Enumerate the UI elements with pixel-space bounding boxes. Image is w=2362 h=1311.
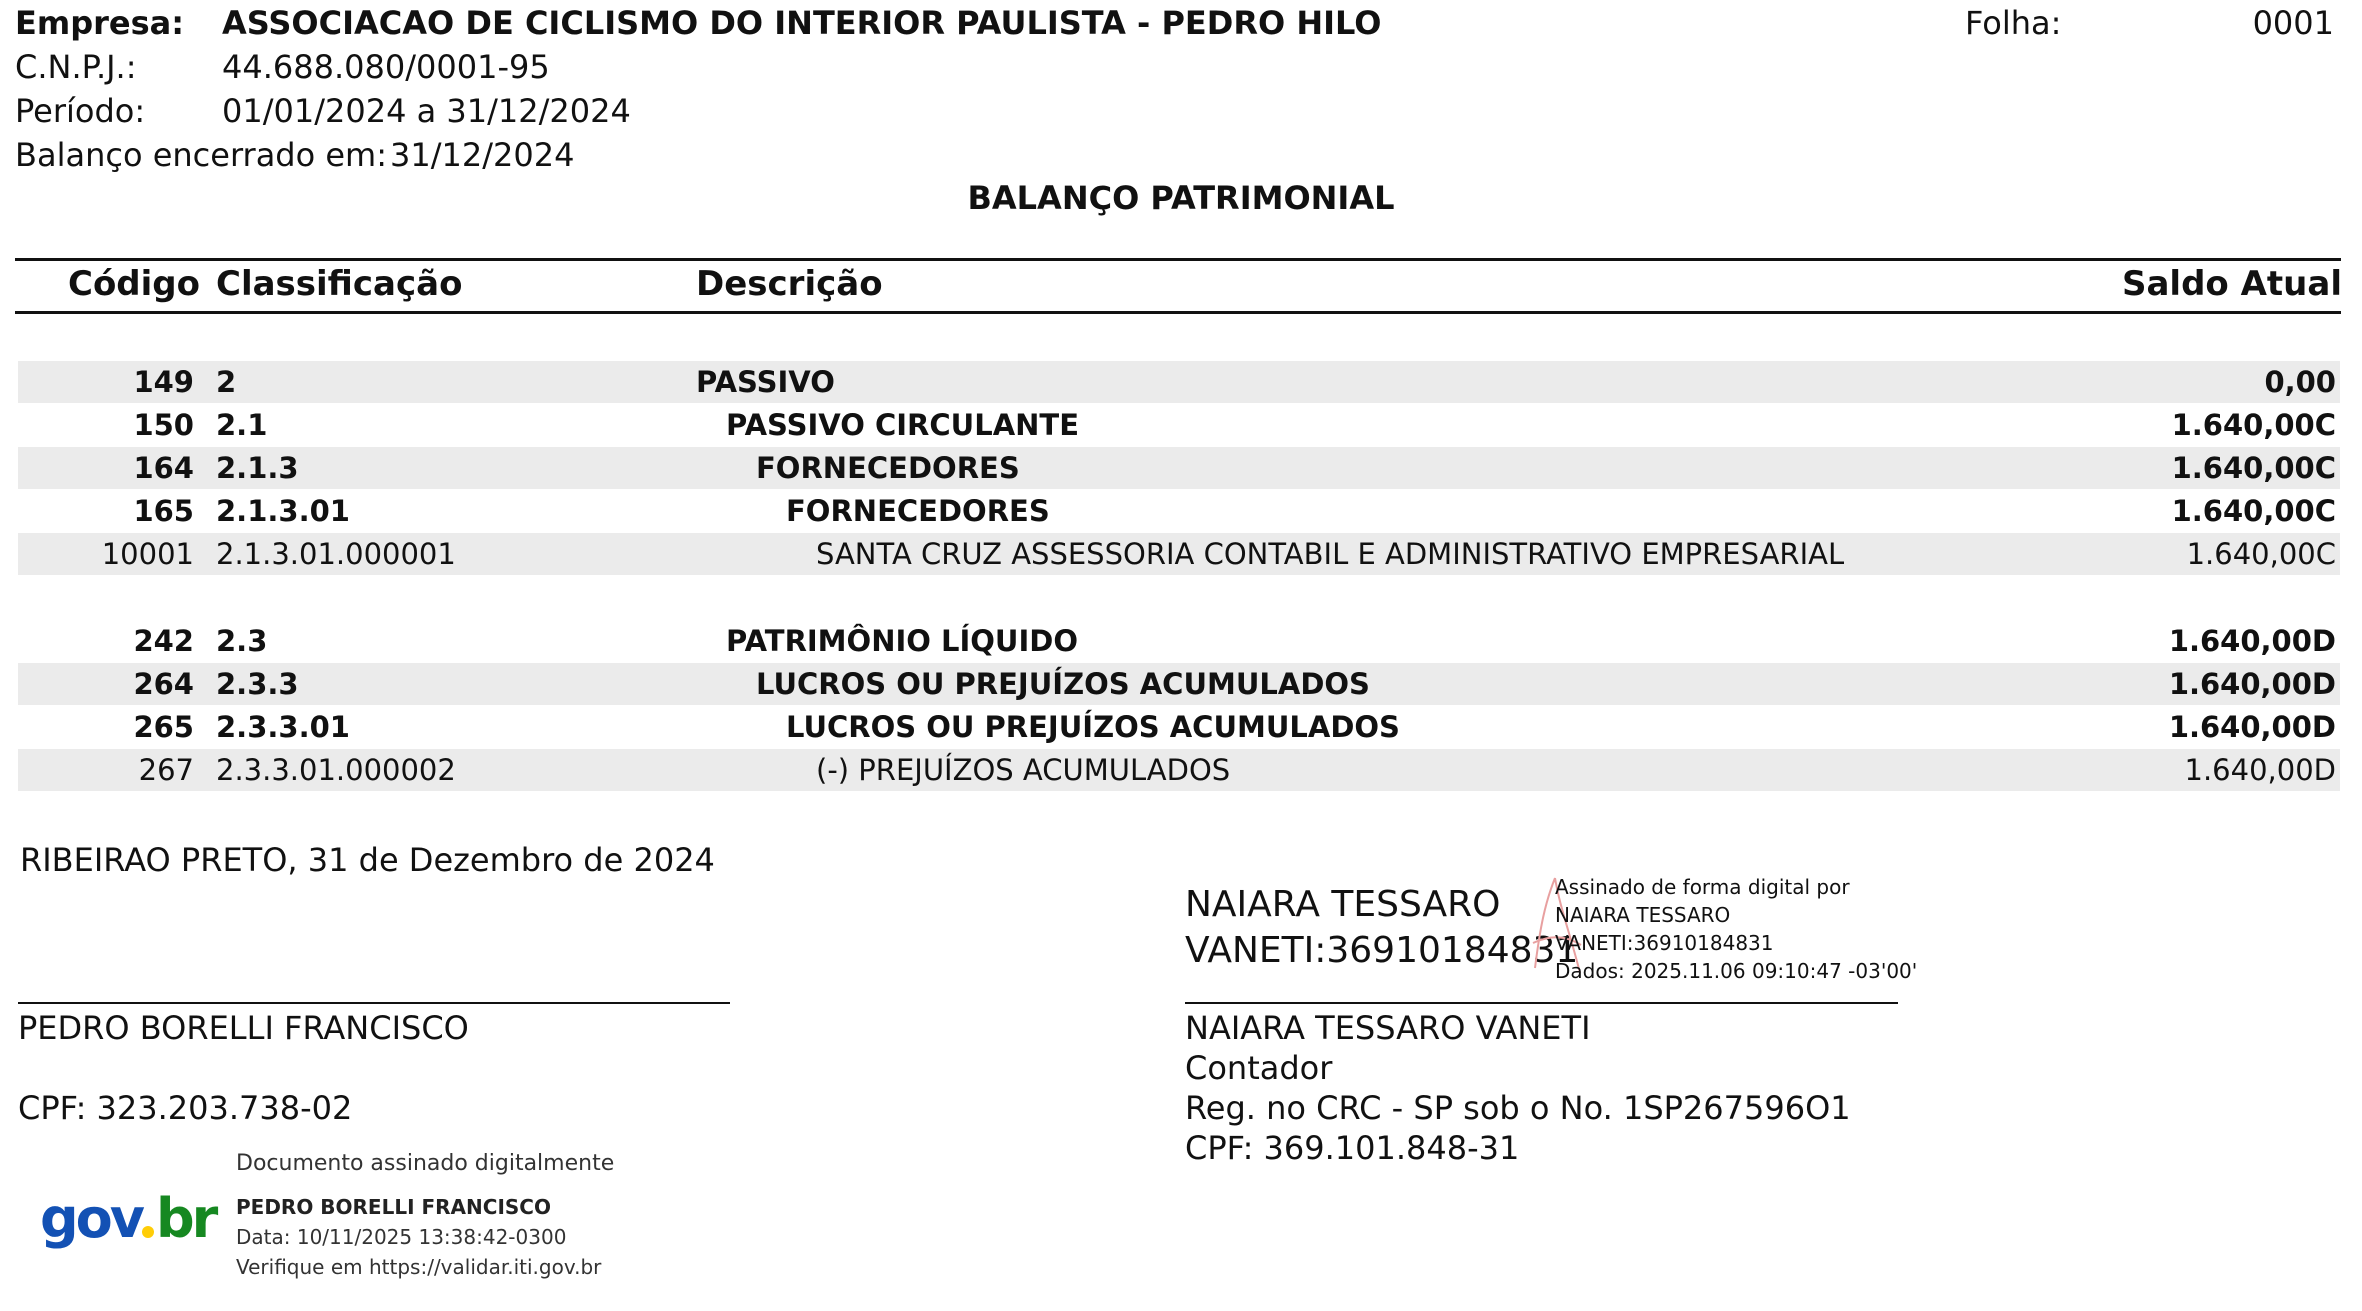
digital-signature-name-2: VANETI:36910184831 xyxy=(1185,930,1579,971)
cell-descricao: FORNECEDORES xyxy=(786,494,1050,528)
table-header-rule xyxy=(15,311,2341,314)
govbr-signer-name: PEDRO BORELLI FRANCISCO xyxy=(236,1195,551,1219)
left-signer-cpf: CPF: 323.203.738-02 xyxy=(18,1089,353,1127)
table-row xyxy=(18,749,2340,791)
left-signature-line xyxy=(18,1002,730,1004)
table-row xyxy=(18,533,2340,575)
cell-saldo: 1.640,00C xyxy=(2171,451,2336,485)
folha-value: 0001 xyxy=(2252,4,2334,42)
table-row xyxy=(18,663,2340,705)
cell-codigo: 149 xyxy=(133,365,194,399)
cell-descricao: SANTA CRUZ ASSESSORIA CONTABIL E ADMINISTRATIVO EMPRESARIAL xyxy=(816,537,1845,571)
table-row xyxy=(18,620,2340,662)
cell-classificacao: 2 xyxy=(216,365,237,399)
right-signature-line xyxy=(1185,1002,1898,1004)
cell-classificacao: 2.3.3.01 xyxy=(216,710,350,744)
cell-classificacao: 2.3 xyxy=(216,624,268,658)
digital-signature-info-2: NAIARA TESSARO xyxy=(1555,903,1731,927)
right-signer-name: NAIARA TESSARO VANETI xyxy=(1185,1009,1591,1047)
cnpj-value: 44.688.080/0001-95 xyxy=(222,48,550,86)
cell-codigo: 265 xyxy=(133,710,194,744)
cell-descricao: PASSIVO xyxy=(696,365,835,399)
cell-codigo: 165 xyxy=(133,494,194,528)
govbr-heading: Documento assinado digitalmente xyxy=(236,1151,615,1176)
empresa-label: Empresa: xyxy=(15,4,185,42)
cnpj-label: C.N.P.J.: xyxy=(15,48,137,86)
encerrado-label: Balanço encerrado em: xyxy=(15,136,387,174)
digital-signature-info-3: VANETI:36910184831 xyxy=(1555,931,1774,955)
table-row xyxy=(18,404,2340,446)
cell-classificacao: 2.3.3.01.000002 xyxy=(216,753,456,787)
right-signer-cpf: CPF: 369.101.848-31 xyxy=(1185,1129,1520,1167)
empresa-value: ASSOCIACAO DE CICLISMO DO INTERIOR PAULISTA - PEDRO HILO xyxy=(222,4,1382,42)
col-descricao: Descrição xyxy=(696,264,883,304)
digital-signature-info-4: Dados: 2025.11.06 09:10:47 -03'00' xyxy=(1555,959,1918,983)
cell-codigo: 10001 xyxy=(101,537,194,571)
right-signer-role: Contador xyxy=(1185,1049,1333,1087)
cell-codigo: 150 xyxy=(133,408,194,442)
govbr-logo xyxy=(40,1185,230,1255)
svg-text:gov: gov xyxy=(40,1187,142,1250)
periodo-label: Período: xyxy=(15,92,146,130)
col-classificacao: Classificação xyxy=(216,264,463,304)
folha-label: Folha: xyxy=(1965,4,2062,42)
digital-signature-name-1: NAIARA TESSARO xyxy=(1185,884,1501,925)
cell-descricao: PASSIVO CIRCULANTE xyxy=(726,408,1079,442)
cell-saldo: 1.640,00D xyxy=(2184,753,2336,787)
encerrado-value: 31/12/2024 xyxy=(390,136,575,174)
cell-descricao: FORNECEDORES xyxy=(756,451,1020,485)
cell-saldo: 1.640,00D xyxy=(2168,624,2336,658)
cell-saldo: 1.640,00D xyxy=(2168,710,2336,744)
cell-codigo: 264 xyxy=(133,667,194,701)
cell-saldo: 1.640,00C xyxy=(2171,408,2336,442)
digital-signature-info-1: Assinado de forma digital por xyxy=(1555,875,1850,899)
cell-classificacao: 2.3.3 xyxy=(216,667,299,701)
govbr-verify: Verifique em https://validar.iti.gov.br xyxy=(236,1255,602,1279)
cell-descricao: PATRIMÔNIO LÍQUIDO xyxy=(726,624,1078,658)
right-signer-crc: Reg. no CRC - SP sob o No. 1SP267596O1 xyxy=(1185,1089,1851,1127)
col-codigo: Código xyxy=(68,264,200,304)
cell-classificacao: 2.1.3 xyxy=(216,451,299,485)
cell-classificacao: 2.1.3.01.000001 xyxy=(216,537,456,571)
table-row xyxy=(18,706,2340,748)
periodo-value: 01/01/2024 a 31/12/2024 xyxy=(222,92,631,130)
govbr-date: Data: 10/11/2025 13:38:42-0300 xyxy=(236,1225,567,1249)
page-title: BALANÇO PATRIMONIAL xyxy=(967,179,1395,217)
svg-text:br: br xyxy=(156,1187,216,1250)
cell-saldo: 1.640,00D xyxy=(2168,667,2336,701)
table-row xyxy=(18,447,2340,489)
place-date: RIBEIRAO PRETO, 31 de Dezembro de 2024 xyxy=(20,841,715,879)
left-signer-name: PEDRO BORELLI FRANCISCO xyxy=(18,1009,469,1047)
col-saldo-atual: Saldo Atual xyxy=(2122,264,2342,304)
table-row xyxy=(18,490,2340,532)
cell-descricao: (-) PREJUÍZOS ACUMULADOS xyxy=(816,753,1231,787)
table-row xyxy=(18,361,2340,403)
cell-descricao: LUCROS OU PREJUÍZOS ACUMULADOS xyxy=(756,667,1370,701)
cell-saldo: 1.640,00C xyxy=(2171,494,2336,528)
table-top-rule xyxy=(15,258,2341,261)
cell-codigo: 267 xyxy=(138,753,194,787)
cell-saldo: 1.640,00C xyxy=(2186,537,2336,571)
cell-saldo: 0,00 xyxy=(2264,365,2336,399)
cell-codigo: 242 xyxy=(133,624,194,658)
cell-descricao: LUCROS OU PREJUÍZOS ACUMULADOS xyxy=(786,710,1400,744)
cell-classificacao: 2.1 xyxy=(216,408,268,442)
cell-codigo: 164 xyxy=(133,451,194,485)
cell-classificacao: 2.1.3.01 xyxy=(216,494,350,528)
